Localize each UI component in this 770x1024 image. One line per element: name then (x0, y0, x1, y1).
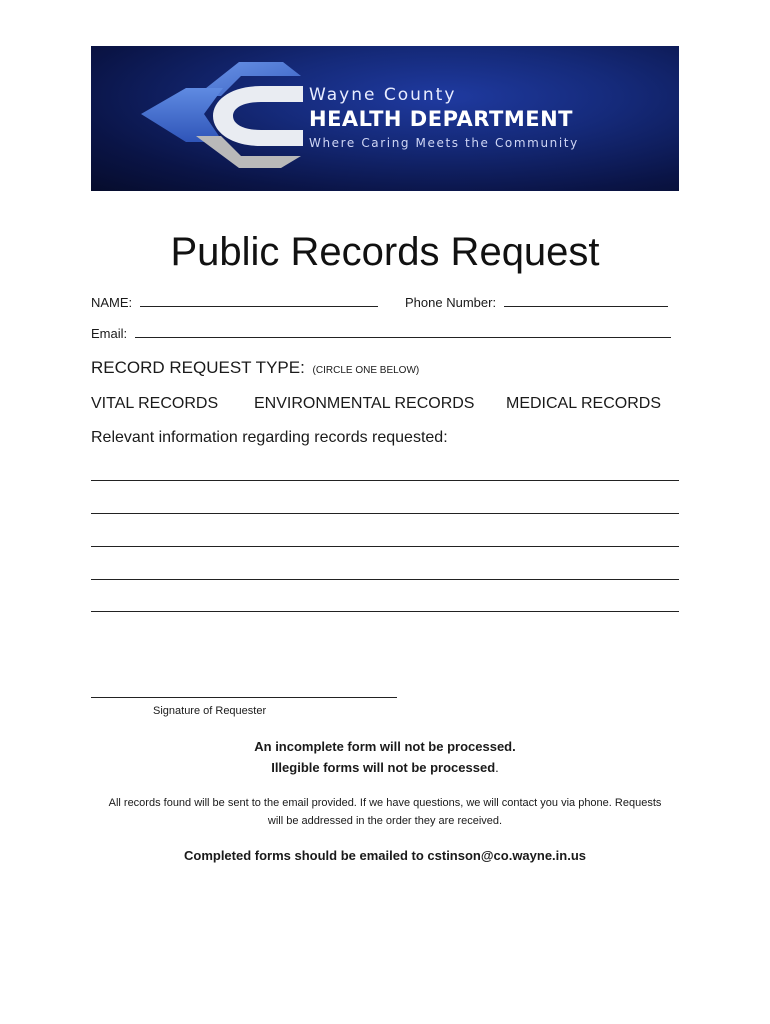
record-type-label: RECORD REQUEST TYPE: (91, 358, 305, 377)
illegible-notice (0, 758, 770, 778)
illegible-notice-period: . (495, 760, 499, 775)
option-environmental-records[interactable]: ENVIRONMENTAL RECORDS (254, 395, 475, 412)
banner-county-name: Wayne County (309, 85, 457, 105)
header-banner (91, 46, 679, 191)
illegible-notice-text: Illegible forms will not be processed (271, 760, 496, 775)
banner-tagline: Where Caring Meets the Community (309, 136, 579, 150)
name-row (91, 294, 378, 312)
relevant-info-line-5[interactable] (91, 611, 679, 612)
signature-label: Signature of Requester (153, 705, 267, 717)
relevant-info-label: Relevant information regarding records requested: (91, 429, 448, 446)
page-title: Public Records Request (170, 230, 600, 274)
incomplete-notice: An incomplete form will not be processed. (254, 739, 516, 754)
banner-department-name: HEALTH DEPARTMENT (309, 107, 573, 131)
email-instruction: Completed forms should be emailed to cstinson@co.wayne.in.us (183, 848, 587, 863)
policy-line-1: All records found will be sent to the email provided. If we have questions, we will contact you via phone. Requests (108, 797, 662, 809)
logo-c-shape (213, 86, 303, 146)
relevant-info-line-1[interactable] (91, 480, 679, 481)
phone-label: Phone Number: (405, 295, 497, 310)
signature-line[interactable] (91, 697, 397, 698)
email-row (91, 325, 671, 343)
email-field[interactable] (135, 325, 671, 338)
policy-line-2: will be addressed in the order they are received. (267, 815, 503, 827)
name-label: NAME: (91, 295, 133, 310)
relevant-info-line-2[interactable] (91, 513, 679, 514)
logo-left-shape (141, 88, 223, 142)
option-medical-records[interactable]: MEDICAL RECORDS (506, 395, 661, 412)
name-field[interactable] (140, 294, 378, 307)
phone-field[interactable] (504, 294, 668, 307)
record-type-instruction: (CIRCLE ONE BELOW) (312, 365, 420, 376)
record-type-heading (91, 357, 419, 382)
relevant-info-line-4[interactable] (91, 579, 679, 580)
relevant-info-line-3[interactable] (91, 546, 679, 547)
email-label: Email: (91, 326, 128, 341)
option-vital-records[interactable]: VITAL RECORDS (91, 395, 219, 412)
phone-row (405, 294, 668, 312)
